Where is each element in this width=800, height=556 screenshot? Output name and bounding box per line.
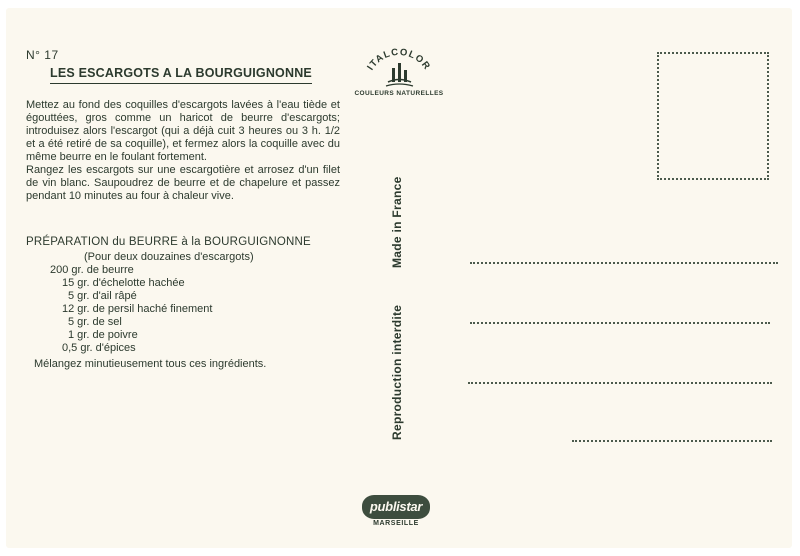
italcolor-logo xyxy=(346,46,452,104)
ingredient-item: 15 gr. d'échelotte hachée xyxy=(62,277,185,289)
ingredient-item: 1 gr. de poivre xyxy=(68,329,138,341)
recipe-number: N° 17 xyxy=(26,48,59,62)
ingredient-item: 12 gr. de persil haché finement xyxy=(62,303,213,315)
final-note: Mélangez minutieusement tous ces ingrédients. xyxy=(34,358,267,370)
ingredient-item: 5 gr. d'ail râpé xyxy=(68,290,137,302)
made-in-france-label: Made in France xyxy=(390,176,404,268)
postcard-back xyxy=(6,8,792,548)
instruction-paragraph-1: Mettez au fond des coquilles d'escargots lavées à l'eau tiède et égouttées, gros comme un haricot de beurre d'escargots; introduisez alors l'escargot (qui a déjà cuit 3 heures ou 3 h. 1/2 et a été retiré de sa coquille), et fermez alors la coquille avec du même beurre en le foulant fortement. xyxy=(26,99,340,163)
address-line xyxy=(468,382,772,384)
publistar-logo xyxy=(362,495,432,531)
ingredient-item: 200 gr. de beurre xyxy=(50,264,134,276)
stamp-box xyxy=(657,52,769,180)
italcolor-tagline: COULEURS NATURELLES xyxy=(354,90,444,97)
address-line xyxy=(470,322,770,324)
preparation-subtitle: (Pour deux douzaines d'escargots) xyxy=(84,251,254,263)
preparation-title: PRÉPARATION du BEURRE à la BOURGUIGNONNE xyxy=(26,236,311,248)
reproduction-notice: Reproduction interdite xyxy=(390,304,404,440)
italcolor-emblem xyxy=(346,46,452,92)
publisher-city: MARSEILLE xyxy=(373,520,419,527)
vertical-divider-text xyxy=(386,158,414,448)
title-underline xyxy=(50,83,312,84)
address-line xyxy=(572,440,772,442)
ingredient-item: 5 gr. de sel xyxy=(68,316,122,328)
ingredient-item: 0,5 gr. d'épices xyxy=(62,342,136,354)
recipe-title: LES ESCARGOTS A LA BOURGUIGNONNE xyxy=(50,66,312,80)
instruction-paragraph-2: Rangez les escargots sur une escargotière et arrosez d'un filet de vin blanc. Saupoudrez de beurre et de chapelure et passez pendant 10 minutes au four à chaleur vive. xyxy=(26,164,340,202)
publistar-wordmark: publistar xyxy=(369,499,423,514)
italcolor-wordmark: ITALCOLOR xyxy=(365,46,433,73)
address-line xyxy=(470,262,778,264)
recipe-instructions xyxy=(26,99,340,203)
